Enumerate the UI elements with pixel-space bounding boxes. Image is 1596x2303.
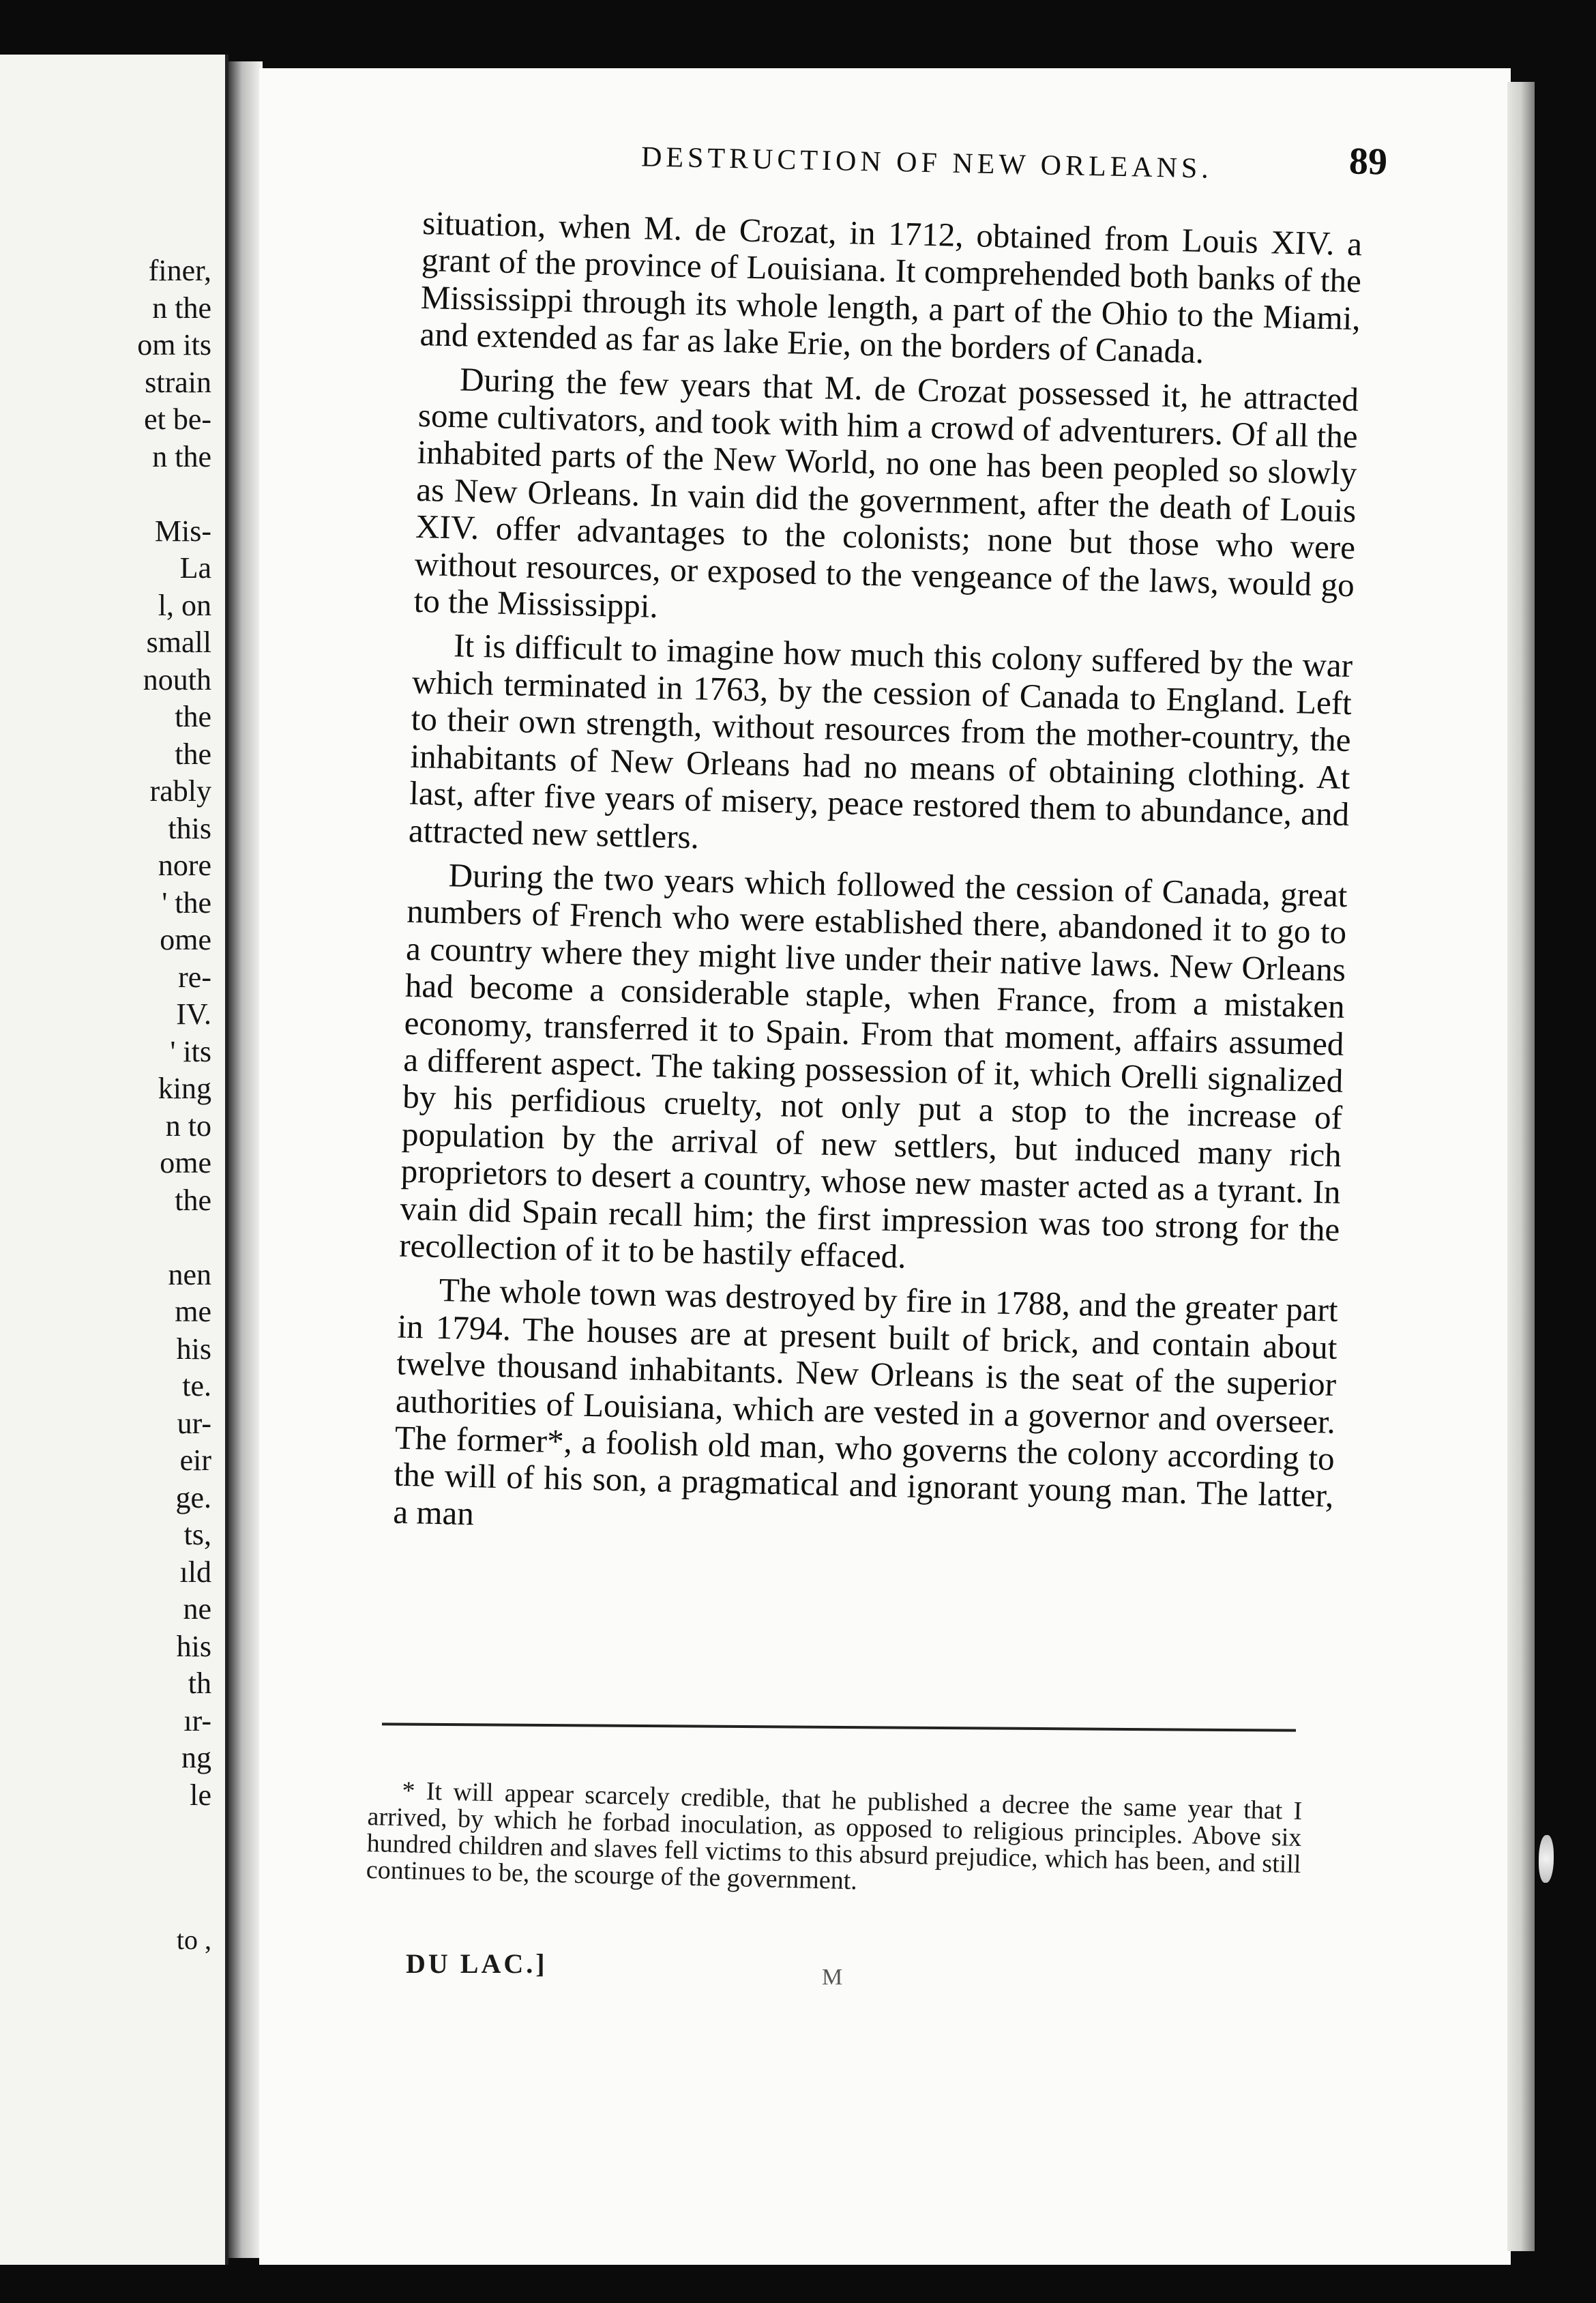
left-page-line: l, on [158,588,211,622]
left-page-line: ome [160,923,211,956]
left-page-line: ır- [183,1703,211,1737]
left-page-line: ' the [162,885,211,920]
left-page-line: ' its [170,1034,211,1068]
paragraph: It is difficult to imagine how much this colony suffered by the war which terminated in 1763, by the cession of Canada to England. Left to their own strength, without resources from the mother-country, the inhabitants of New Orleans had no means of obtaining clothing. At last, after five years of misery, peace restored them to abundance, and attracted new settlers. [408,626,1353,855]
left-page-line: the [175,1183,211,1217]
footnote: * It will appear scarcely credible, that he published a decree the same year that I arrived, by which he forbad inoculation, as opposed to religious principles. Above six hundred children and slaves fell victims to this absurd prejudice, which has been, and still continues to be, the scourge of the government. [366,1776,1303,1896]
left-page-line: his [176,1629,211,1663]
left-page-line: Mis- [154,514,211,548]
left-page-line: the [175,700,211,733]
left-page-line: nen [168,1257,211,1291]
left-page-line: om its [137,328,211,362]
left-page-line: th [188,1667,211,1700]
left-page-line: ne [183,1592,211,1626]
left-page-line [0,475,211,513]
paragraph: During the two years which followed the cession of Canada, great numbers of French who were established there, abandoned it to go to a country where they might live under their native laws. New Orleans had become a considerable staple, when France, from a mistaken economy, transferred it to Spain. From that moment, affairs assumed a different aspect. The taking possession of it, which Orelli signalized by his perfidious cruelty, not only put a stop to the increase of population by the arrival of new settlers, but induced many rich proprietors to desert a country, whose new master acted as a tyrant. In vain did Spain recall him; the first impression was too strong for the recollection of it to be hastily effaced. [398,856,1348,1276]
left-page-line: nouth [143,662,211,696]
left-page-line: king [158,1072,211,1105]
left-page-line: ome [160,1146,211,1179]
left-page-line: et be- [144,402,211,436]
left-page-line: le [190,1778,211,1812]
left-page [0,55,228,2265]
left-page-line: IV. [176,997,211,1031]
left-page-line: his [176,1332,211,1366]
left-page-line: eir [179,1443,211,1477]
left-page-line: ıld [179,1555,211,1589]
left-page-line: this [168,811,211,845]
left-page-text [0,252,211,1814]
left-page-line: rably [149,774,211,808]
body-text [393,205,1363,1552]
left-page-line [0,1219,211,1257]
left-page-line: re- [178,960,211,994]
left-page-line: the [175,737,211,771]
paragraph: During the few years that M. de Crozat possessed it, he attracted some cultivators, and took with him a crowd of adventurers. Of all the inhabited parts of the New World, no one has been peopled so slowly as New Orleans. In vain did the government, after the death of Louis XIV. offer advantages to the colonists; none but those who were without resources, or exposed to the vengeance of the laws, would go to the Mississippi. [413,360,1359,626]
left-page-line: ge. [175,1480,211,1514]
signature-mark: M [822,1965,843,1990]
paragraph: The whole town was destroyed by fire in 1788, and the greater part in 1794. The houses are at present built of brick, and contain about twelve thousand inhabitants. New Orleans is the seat of the superior authorities of Louisiana, which are vested in a governor and overseer. The former*, a foolish old man, who governs the colony according to the will of his son, a pragmatical and ignorant young man. The latter, a man [392,1271,1339,1532]
page-number: 89 [1348,140,1388,184]
left-page-line: ur- [177,1406,211,1440]
left-page-line: n the [152,291,211,325]
page-edge [1507,82,1535,2251]
paragraph: situation, when M. de Crozat, in 1712, obtained from Louis XIV. a grant of the province of Louisiana. It comprehended both banks of the Mississippi through its whole length, a part of the Ohio to the Miami, and extended as far as lake Erie, on the borders of Canada. [419,204,1363,371]
left-page-line: finer, [148,254,211,287]
left-page-line: nore [158,849,211,882]
left-page-line: me [175,1295,211,1328]
page-gutter [228,61,263,2258]
left-page-line: ng [181,1741,211,1774]
left-page-line: small [146,626,211,659]
left-page-line: La [179,551,211,585]
running-title: DESTRUCTION OF NEW ORLEANS. [640,141,1213,185]
left-page-line: strain [145,365,211,399]
catchword: DU LAC.] [406,1948,548,1979]
left-page-line: te. [182,1369,211,1403]
paper-stain [1539,1835,1554,1883]
left-page-footer: to , [176,1924,211,1955]
left-page-line: ts, [183,1518,211,1551]
left-page-line: n to [165,1109,211,1143]
left-page-line: n the [152,439,211,473]
